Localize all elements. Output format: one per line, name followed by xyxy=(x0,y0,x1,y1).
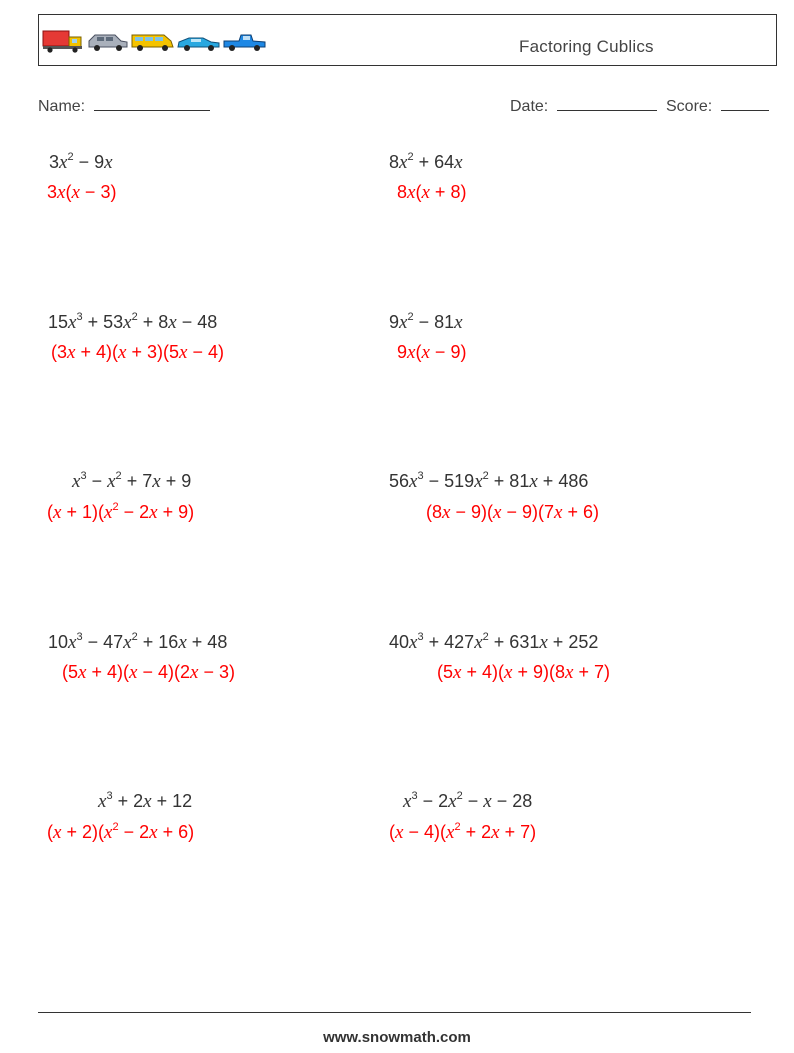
problem-1-answer: 3x(x − 3) xyxy=(47,182,117,203)
vehicle-icons xyxy=(42,29,272,53)
silver-suv-icon xyxy=(89,35,127,51)
problem-4-answer: 9x(x − 9) xyxy=(397,342,467,363)
worksheet-header xyxy=(38,14,777,66)
footer-divider xyxy=(38,1012,751,1013)
red-truck-icon xyxy=(43,31,82,53)
problem-6-answer: (8x − 9)(x − 9)(7x + 6) xyxy=(426,502,600,523)
problem-10-question: $x^3 - 2x^2 - x - 28$ xyxy=(403,790,533,812)
problem-9-question: $x^3 + 2x + 12$ xyxy=(98,790,193,812)
problem-2-answer: 8x(x + 8) xyxy=(397,182,467,203)
date-blank[interactable] xyxy=(557,94,657,111)
name-field xyxy=(38,94,210,116)
problem-8-answer: (5x + 4)(x + 9)(8x + 7) xyxy=(437,662,611,683)
problem-5-question: $x^3 - x^2 + 7x + 9$ xyxy=(72,470,192,492)
problem-4-question: $9x^2 - 81x$ xyxy=(389,311,463,333)
problem-1-question: $3x^2 - 9x$ xyxy=(49,151,113,173)
name-blank[interactable] xyxy=(94,94,210,111)
name-label: Name: xyxy=(38,98,86,115)
problem-3-question: $15x^3 + 53x^2 + 8x - 48$ xyxy=(48,311,218,333)
yellow-van-icon xyxy=(132,35,173,51)
blue-sports-car-icon xyxy=(178,38,219,51)
problem-3-answer: (3x + 4)(x + 3)(5x − 4) xyxy=(51,342,225,363)
problem-2-question: $8x^2 + 64x$ xyxy=(389,151,463,173)
problem-7-question: $10x^3 - 47x^2 + 16x + 48$ xyxy=(48,631,228,653)
score-label: Score: xyxy=(666,98,713,115)
problem-6-question: $56x^3 - 519x^2 + 81x + 486$ xyxy=(389,470,589,492)
problem-8-question: $40x^3 + 427x^2 + 631x + 252$ xyxy=(389,631,599,653)
date-label: Date: xyxy=(510,98,549,115)
date-field xyxy=(510,94,657,116)
problem-7-answer: (5x + 4)(x − 4)(2x − 3) xyxy=(62,662,236,683)
footer-url[interactable]: www.snowmath.com xyxy=(323,1029,471,1046)
worksheet-title: Factoring Cublics xyxy=(519,37,654,56)
score-field xyxy=(666,94,769,116)
problem-9-answer: $(x + 2)(x^2 - 2x + 6)$ xyxy=(47,821,195,843)
blue-pickup-truck-icon xyxy=(224,35,265,51)
problem-10-answer: $(x - 4)(x^2 + 2x + 7)$ xyxy=(389,821,537,843)
score-blank[interactable] xyxy=(721,94,769,111)
problem-5-answer: $(x + 1)(x^2 - 2x + 9)$ xyxy=(47,501,195,523)
